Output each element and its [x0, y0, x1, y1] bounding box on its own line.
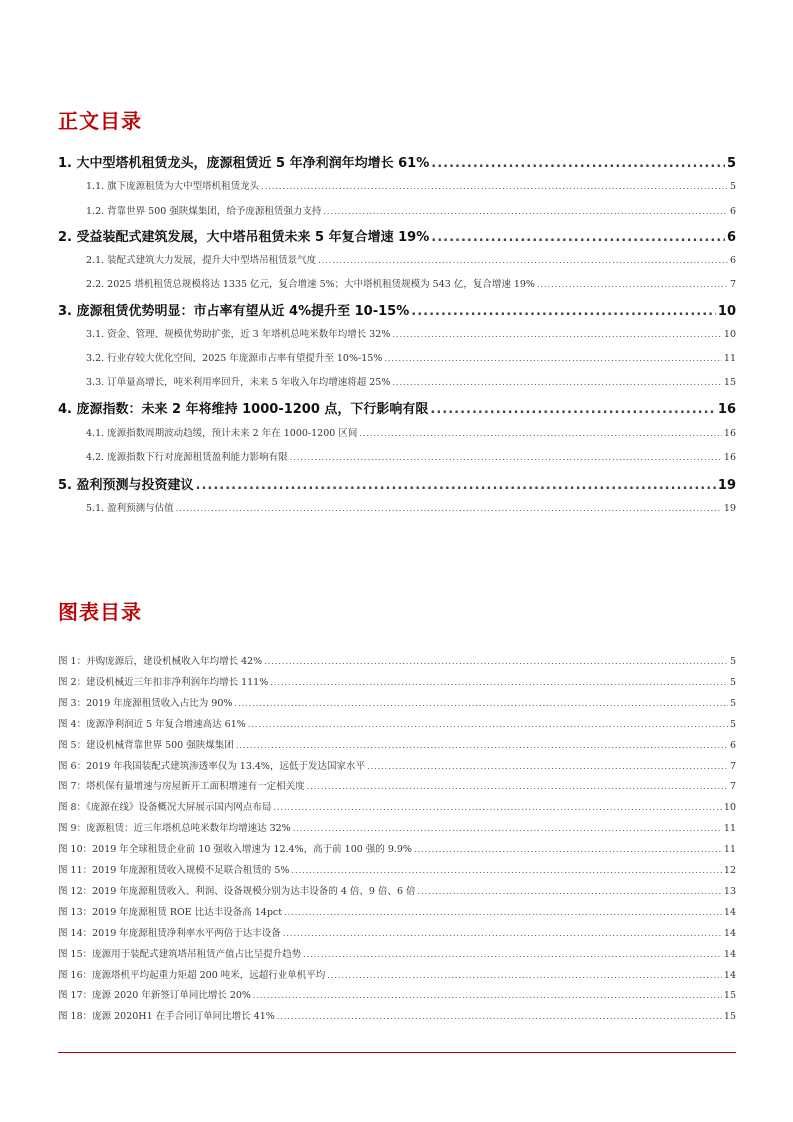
figure-entry-label: 图 12：2019 年庞源租赁收入、利润、设备规模分别为达丰设备的 4 倍、9 倍、6 倍	[58, 885, 416, 897]
figures-title: 图表目录	[58, 600, 142, 624]
toc-section-entry[interactable]	[0, 152, 793, 171]
dot-leader	[293, 824, 722, 833]
toc-subsection-entry-label: 3.3. 订单量高增长，吨米利用率回升，未来 5 年收入年均增速将超 25%	[86, 377, 391, 388]
dot-leader	[248, 720, 728, 729]
toc-section-entry-page-number: 19	[717, 478, 736, 493]
toc-subsection-entry-page-number: 5	[729, 181, 736, 192]
toc-subsection-entry-label: 1.2. 背靠世界 500 强陕煤集团，给予庞源租赁强力支持	[86, 206, 322, 217]
figure-entry-page-number: 10	[723, 802, 736, 814]
figure-entry-label: 图 8：《庞源在线》设备概况大屏展示国内网点布局	[58, 802, 272, 814]
toc-subsection-entry-page-number: 16	[723, 452, 736, 463]
toc-section-entry[interactable]	[0, 300, 793, 319]
toc-subsection-entry-page-number: 6	[729, 206, 736, 217]
toc-subsection-entry-label: 4.2. 庞源指数下行对庞源租赁盈利能力影响有限	[86, 452, 288, 463]
figure-entry-page-number: 7	[729, 760, 736, 772]
figure-entry-label: 图 14：2019 年庞源租赁净利率水平两倍于达丰设备	[58, 927, 281, 939]
toc-section-entry[interactable]	[0, 474, 793, 493]
dot-leader	[273, 803, 722, 812]
dot-leader	[537, 280, 728, 289]
dot-leader	[196, 478, 716, 493]
toc-subsection-entry[interactable]	[0, 449, 793, 463]
dot-leader	[291, 866, 722, 875]
dot-leader	[431, 230, 725, 245]
dot-leader	[234, 699, 728, 708]
figure-entry-label: 图 5：建设机械背靠世界 500 强陕煤集团	[58, 739, 234, 751]
figure-entry-label: 图 6：2019 年我国装配式建筑渗透率仅为 13.4%，远低于发达国家水平	[58, 760, 365, 772]
toc-section-entry[interactable]	[0, 226, 793, 245]
toc-section-entry-page-number: 10	[717, 304, 736, 319]
figure-entry[interactable]	[0, 883, 793, 897]
dot-leader	[418, 887, 722, 896]
figure-entry[interactable]	[0, 841, 793, 855]
toc-subsection-entry-label: 5.1. 盈利预测与估值	[86, 503, 174, 514]
toc-subsection-entry[interactable]	[0, 178, 793, 192]
toc-section-entry-label: 2. 受益装配式建筑发展，大中塔吊租赁未来 5 年复合增速 19%	[58, 230, 430, 245]
figure-entry[interactable]	[0, 778, 793, 792]
figure-entry-label: 图 3：2019 年庞源租赁收入占比为 90%	[58, 697, 233, 709]
dot-leader	[384, 354, 722, 363]
dot-leader	[270, 678, 728, 687]
figure-entry-label: 图 17：庞源 2020 年新签订单同比增长 20%	[58, 990, 251, 1002]
toc-subsection-entry[interactable]	[0, 425, 793, 439]
figure-entry-label: 图 9：庞源租赁：近三年塔机总吨米数年均增速达 32%	[58, 823, 291, 835]
dot-leader	[318, 256, 728, 265]
dot-leader	[303, 950, 722, 959]
dot-leader	[323, 207, 728, 216]
toc-subsection-entry-page-number: 10	[723, 329, 736, 340]
figure-entry[interactable]	[0, 653, 793, 667]
figure-entry-page-number: 15	[723, 990, 736, 1002]
toc-section-entry-label: 3. 庞源租赁优势明显：市占率有望从近 4%提升至 10-15%	[58, 304, 410, 319]
figure-entry[interactable]	[0, 737, 793, 751]
figure-entry-page-number: 13	[723, 885, 736, 897]
toc-subsection-entry-page-number: 16	[723, 428, 736, 439]
toc-subsection-entry[interactable]	[0, 326, 793, 340]
figure-entry-page-number: 11	[723, 823, 736, 835]
toc-section-entry-page-number: 5	[726, 156, 736, 171]
dot-leader	[414, 845, 722, 854]
dot-leader	[430, 402, 715, 417]
figure-entry-label: 图 4：庞源净利润近 5 年复合增速高达 61%	[58, 718, 246, 730]
figure-entry-label: 图 2：建设机械近三年扣非净利润年均增长 111%	[58, 676, 269, 688]
dot-leader	[236, 741, 728, 750]
figure-entry-page-number: 15	[723, 1011, 736, 1023]
toc-subsection-entry-page-number: 7	[729, 279, 736, 290]
dot-leader	[411, 304, 716, 319]
figure-entry[interactable]	[0, 799, 793, 813]
figure-entry[interactable]	[0, 674, 793, 688]
toc-section-entry-label: 5. 盈利预测与投资建议	[58, 478, 194, 493]
dot-leader	[253, 991, 722, 1000]
toc-subsection-entry-label: 3.2. 行业存较大优化空间，2025 年庞源市占率有望提升至 10%-15%	[86, 353, 383, 364]
figure-entry[interactable]	[0, 758, 793, 772]
dot-leader	[392, 330, 722, 339]
figure-entry-page-number: 6	[729, 739, 736, 751]
toc-subsection-entry[interactable]	[0, 500, 793, 514]
toc-section-entry-label: 4. 庞源指数：未来 2 年将维持 1000-1200 点，下行影响有限	[58, 402, 429, 417]
dot-leader	[284, 908, 722, 917]
figure-entry[interactable]	[0, 716, 793, 730]
dot-leader	[307, 782, 728, 791]
toc-title: 正文目录	[58, 109, 142, 133]
toc-subsection-entry-page-number: 6	[729, 255, 736, 266]
figure-entry[interactable]	[0, 904, 793, 918]
toc-section-entry-label: 1. 大中型塔机租赁龙头，庞源租赁近 5 年净利润年均增长 61%	[58, 156, 430, 171]
dot-leader	[277, 1012, 722, 1021]
figure-entry-page-number: 7	[729, 781, 736, 793]
figure-entry-label: 图 7：塔机保有量增速与房屋新开工面积增速有一定相关度	[58, 781, 305, 793]
figure-entry-page-number: 5	[729, 656, 736, 667]
figure-entry-page-number: 5	[729, 697, 736, 709]
toc-subsection-entry-page-number: 19	[723, 503, 736, 514]
dot-leader	[327, 971, 722, 980]
footer-divider	[58, 1052, 736, 1053]
figure-entry[interactable]	[0, 925, 793, 939]
figure-entry[interactable]	[0, 862, 793, 876]
toc-subsection-entry[interactable]	[0, 350, 793, 364]
dot-leader	[264, 657, 728, 666]
toc-subsection-entry[interactable]	[0, 252, 793, 266]
figure-entry-page-number: 14	[723, 906, 736, 918]
figure-entry-page-number: 5	[729, 718, 736, 730]
toc-section-entry-page-number: 16	[717, 402, 736, 417]
dot-leader	[283, 929, 722, 938]
dot-leader	[176, 504, 722, 513]
figure-entry-label: 图 16：庞源塔机平均起重力矩超 200 吨米，远超行业单机平均	[58, 969, 326, 981]
dot-leader	[367, 762, 728, 771]
toc-subsection-entry-page-number: 15	[723, 377, 736, 388]
toc-subsection-entry-label: 2.1. 装配式建筑大力发展，提升大中型塔吊租赁景气度	[86, 255, 317, 266]
toc-subsection-entry[interactable]	[0, 374, 793, 388]
figure-entry[interactable]	[0, 987, 793, 1001]
figure-entry-page-number: 12	[723, 865, 736, 876]
figure-entry-label: 图 15：庞源用于装配式建筑塔吊租赁产值占比呈提升趋势	[58, 948, 302, 960]
figure-entry-label: 图 10：2019 年全球租赁企业前 10 强收入增速为 12.4%，高于前 100 强的 9.9%	[58, 844, 412, 856]
figure-entry-label: 图 11：2019 年庞源租赁收入规模不足联合租赁的 5%	[58, 865, 290, 876]
figure-entry[interactable]	[0, 967, 793, 981]
figure-entry-label: 图 13：2019 年庞源租赁 ROE 比达丰设备高 14pct	[58, 906, 283, 918]
dot-leader	[290, 453, 722, 462]
figure-entry-page-number: 14	[723, 969, 736, 981]
toc-subsection-entry[interactable]	[0, 276, 793, 290]
toc-subsection-entry-label: 3.1. 资金、管理、规模优势助扩张，近 3 年塔机总吨米数年均增长 32%	[86, 329, 391, 340]
figure-entry[interactable]	[0, 946, 793, 960]
figure-entry[interactable]	[0, 695, 793, 709]
figure-entry-page-number: 11	[723, 844, 736, 856]
figure-entry-label: 图 18：庞源 2020H1 在手合同订单同比增长 41%	[58, 1011, 275, 1023]
figure-entry-page-number: 14	[723, 948, 736, 960]
figure-entry[interactable]	[0, 820, 793, 834]
toc-subsection-entry-page-number: 11	[723, 353, 736, 364]
dot-leader	[359, 429, 722, 438]
figure-entry-page-number: 5	[729, 676, 736, 688]
dot-leader	[392, 378, 722, 387]
toc-subsection-entry-label: 2.2. 2025 塔机租赁总规模将达 1335 亿元，复合增速 5%；大中塔机租赁规模为 543 亿，复合增速 19%	[86, 279, 535, 290]
figure-entry-label: 图 1：并购庞源后，建设机械收入年均增长 42%	[58, 656, 263, 667]
toc-section-entry[interactable]	[0, 398, 793, 417]
figure-entry[interactable]	[0, 1008, 793, 1022]
figure-entry-page-number: 14	[723, 927, 736, 939]
toc-subsection-entry[interactable]	[0, 203, 793, 217]
dot-leader	[261, 182, 728, 191]
toc-subsection-entry-label: 4.1. 庞源指数周期波动趋缓，预计未来 2 年在 1000-1200 区间	[86, 428, 358, 439]
toc-section-entry-page-number: 6	[726, 230, 736, 245]
toc-subsection-entry-label: 1.1. 旗下庞源租赁为大中型塔机租赁龙头	[86, 181, 260, 192]
dot-leader	[431, 156, 725, 171]
